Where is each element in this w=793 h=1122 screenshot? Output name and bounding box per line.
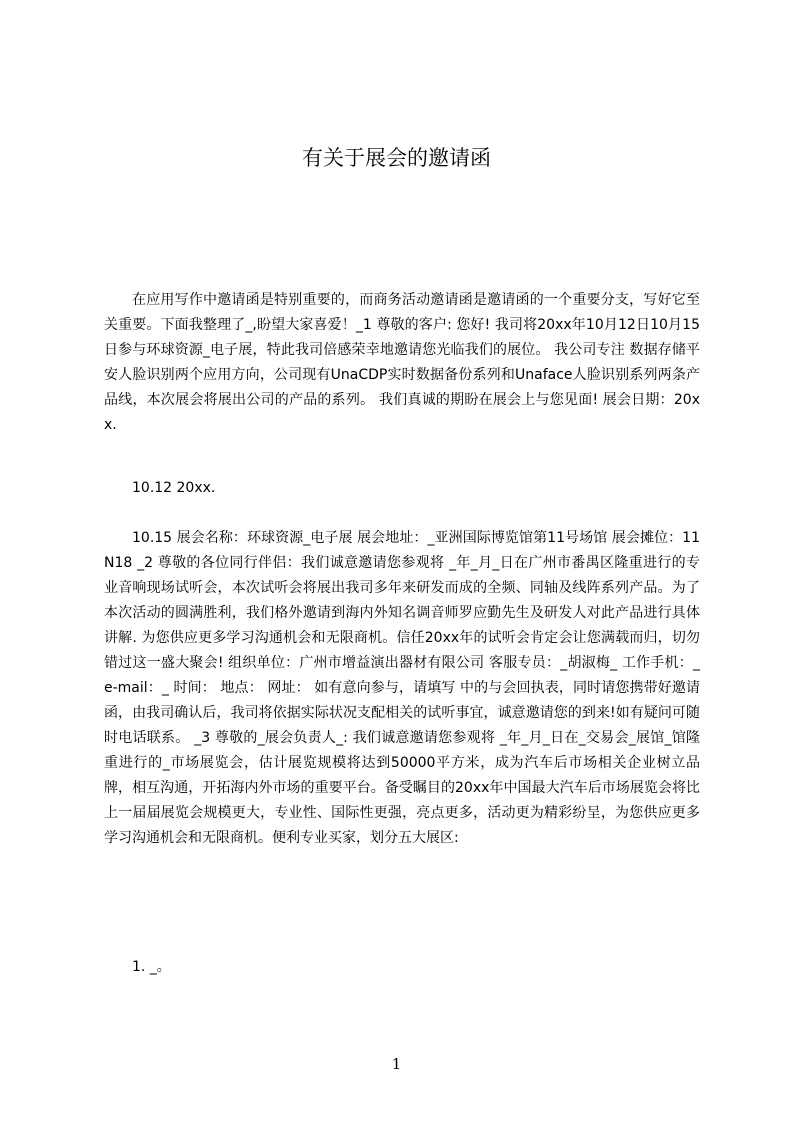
paragraph-intro: 在应用写作中邀请函是特别重要的，而商务活动邀请函是邀请函的一个重要分支，写好它至关重要。下面我整理了_,盼望大家喜爱！_1 尊敬的客户: 您好! 我司将20xx年10月12日10月15日参与环球资源_电子展，特此我司倍感荣幸地邀请您光临我们的展位。 我公司专注 数据存储平安人脸识别两个应用方向，公司现有UnaCDP实时数据备份系列和Unaface人脸识别系列两条产品线，本次展会将展出公司的产品的系列。 我们真诚的期盼在展会上与您见面! 展会日期：20xx. bbox=[104, 292, 700, 433]
paragraph-list-item: 1. _。 bbox=[132, 959, 171, 975]
page-number: 1 bbox=[391, 1055, 402, 1073]
document-title: 有关于展会的邀请函 bbox=[302, 146, 491, 170]
paragraph-main: 10.15 展会名称：环球资源_电子展 展会地址：_亚洲国际博览馆第11号场馆 展会摊位：11N18 _2 尊敬的各位同行伴侣：我们诚意邀请您参观将 _年_月_日在广州市番禺区隆重进行的专业音响现场试听会，本次试听会将展出我司多年来研发而成的全频、同轴及线阵系列产品。为了本次活动的圆满胜利，我们格外邀请到海内外知名调音师罗应勤先生及研发人对此产品进行具体讲解. 为您供应更多学习沟通机会和无限商机。信任20xx年的试听会肯定会让您满载而归，切勿错过这一盛大聚会! 组织单位：广州市增益演出器材有限公司 客服专员：_胡淑梅_ 工作手机：_ e-mail：_ 时间： 地点： 网址： 如有意向参与，请填写 中的与会回执表，同时请您携带好邀请函，由我司确认后，我司将依据实际状况支配相关的试听事宜，诚意邀请您的到来!如有疑问可随时电话联系。 _3 尊敬的_展会负责人_: 我们诚意邀请您参观将 _年_月_日在_交易会_展馆_馆隆重进行的_市场展览会，估计展览规模将达到50000平方米，成为汽车后市场相关企业树立品牌，相互沟通，开拓海内外市场的重要平台。备受瞩目的20xx年中国最大汽车后市场展览会将比上一届届展览会规模更大，专业性、国际性更强，亮点更多，活动更为精彩纷呈，为您供应更多学习沟通机会和无限商机。便利专业买家，划分五大展区: bbox=[104, 530, 700, 846]
paragraph-date: 10.12 20xx. bbox=[132, 480, 216, 496]
